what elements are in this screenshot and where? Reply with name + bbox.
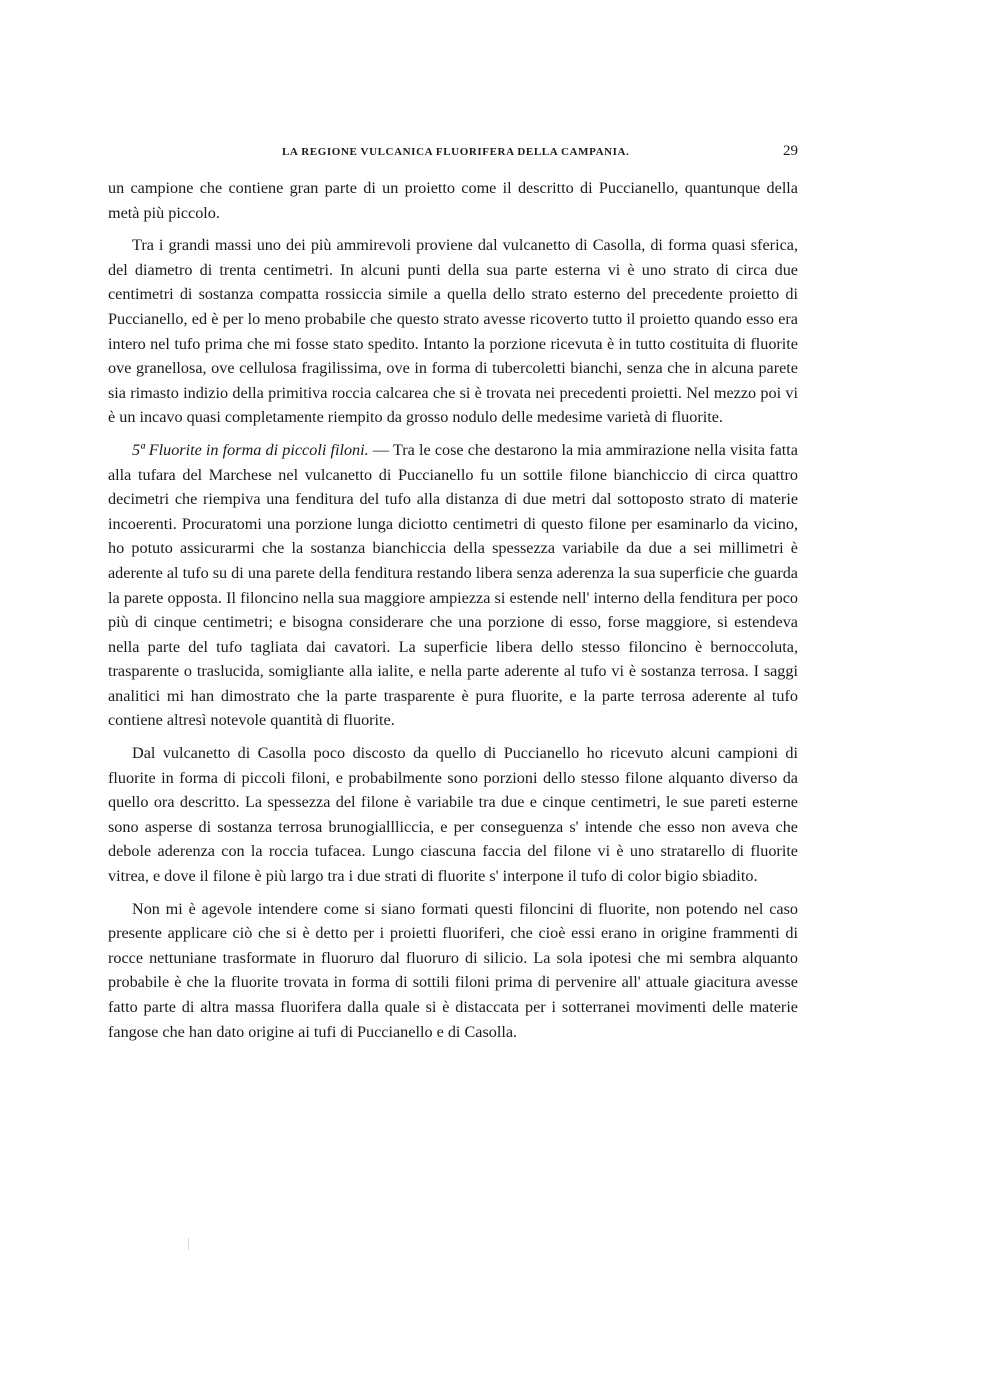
- paragraph-continuation: un campione che contiene gran parte di un proietto come il descritto di Puccianello, quantunque della metà più piccolo.: [108, 179, 798, 222]
- running-header: [108, 143, 798, 164]
- paragraph-casolla-mass: Tra i grandi massi uno dei più ammirevoli proviene dal vulcanetto di Casolla, di forma quasi sferica, del diametro di trenta centimetri. In alcuni punti della sua parte esterna vi è uno strato di circa due centimetri di sostanza compatta rossiccia simile a quella dello strato esterno del precedente proietto di Puccianello, ed è per lo meno probabile che questo strato avesse ricoverto tutto il proietto quando esso era intero nel tufo prima che mi fosse stato spedito. Intanto la porzione ricevuta è in tutto costituita di fluorite ove granellosa, ove cellulosa fragilissima, ove in forma di tubercoletti bianchi, senza che in alcuna parete sia rimasto indizio della primitiva roccia calcarea che si è trovata nei precedenti proietti. Nel mezzo poi vi è un incavo quasi completamente riempito da grosso nodulo delle medesime varietà di fluorite.: [108, 236, 798, 427]
- page-number: 29: [783, 143, 798, 159]
- running-title: LA REGIONE VULCANICA FLUORIFERA DELLA CAMPANIA.: [282, 146, 630, 158]
- paragraph-fluorite-veins-text: — Tra le cose che destarono la mia ammirazione nella visita fatta alla tufara del Marchese nel vulcanetto di Puccianello fu un sottile filone bianchiccio di circa quattro decimetri che riempiva una fenditura del tufo alla distanza di due metri dal sottoposto strato di materie incoerenti. Procuratomi una porzione lunga diciotto centimetri di questo filone per esaminarlo da vicino, ho potuto assicurarmi che la sostanza bianchiccia della spessezza variabile da due a sei millimetri è aderente al tufo su di una parete della fenditura restando libera senza aderenza la sua superficie che guarda la parete opposta. Il filoncino nella sua maggiore ampiezza si estende nell' interno della fenditura per poco più di cinque centimetri; e bisogna considerare che una porzione di esso, forse maggiore, si estendeva nella parte del tufo tagliata dai cavatori. La superficie libera dello stesso filoncino è bernoccoluta, trasparente o traslucida, somigliante alla ialite, e nella parte aderente al tufo vi è sostanza terrosa. I saggi analitici mi han dimostrato che la parte trasparente è pura fluorite, e la parte terrosa aderente al tufo contiene altresì notevole quantità di fluorite.: [108, 440, 798, 730]
- paragraph-hypothesis: Non mi è agevole intendere come si siano formati questi filoncini di fluorite, non potendo nel caso presente applicare ciò che si è detto per i proietti fluoriferi, che cioè essi erano in origine frammenti di rocce nettuniane trasformate in fluoruro dal fluoruro di silicio. La sola ipotesi che mi sembra alquanto probabile è che la fluorite trovata in forma di sottili filoni prima di pervenire all' attuale giacitura avesse fatto parte di altra massa fluorifera dalla quale si è distaccata per i sotterranei movimenti delle materie fangose che han dato origine ai tufi di Puccianello e di Casolla.: [108, 899, 798, 1041]
- body-text: [108, 176, 798, 1052]
- scan-mark: [188, 1238, 189, 1250]
- paragraph-fluorite-veins: [108, 438, 798, 733]
- paragraph-casolla-veins: Dal vulcanetto di Casolla poco discosto da quello di Puccianello ho ricevuto alcuni campioni di fluorite in forma di piccoli filoni, e probabilmente sono porzioni dello stesso filone alquanto diverso da quello ora descritto. La spessezza del filone è variabile tra due e cinque centimetri, le sue pareti esterne sono asperse di sostanza terrosa brunogiallliccia, e per conseguenza s' intende che esso non aveva che debole aderenza con la roccia tufacea. Lungo ciascuna faccia del filone vi è uno stratarello di fluorite vitrea, e dove il filone è più largo tra i due strati di fluorite s' interpone il tufo di color bigio sbiadito.: [108, 744, 798, 886]
- section-heading: 5ª Fluorite in forma di piccoli filoni.: [132, 440, 369, 459]
